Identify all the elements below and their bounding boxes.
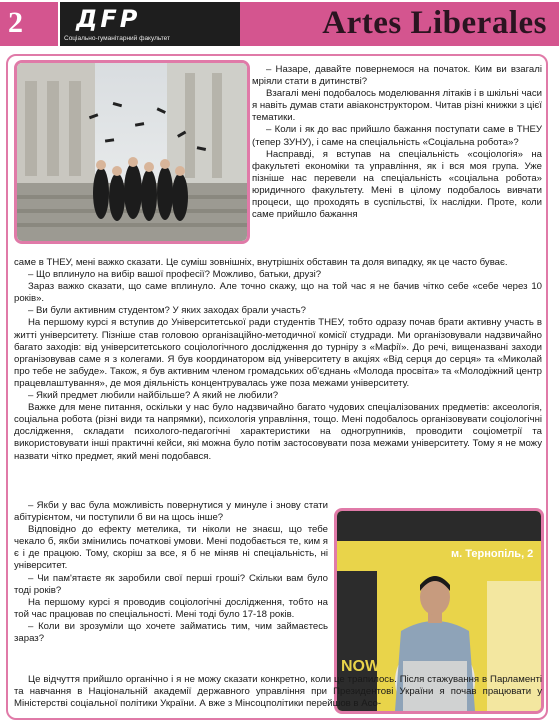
paragraph: Це відчуття прийшло органічно і я не можу сказати конкретно, коли це трапилось. Після стажування в Парламенті та навчання в Національній академії державного управління при Президентові України я почав працювати у Міністерстві соціальної політики України. А вже з Мінсоцполітики перейшов в Асо- (14, 674, 542, 710)
paragraph: – Назаре, давайте повернемося на початок. Ким ви взагалі мріяли стати в дитинстві? (252, 64, 542, 88)
faculty-logo (60, 2, 240, 46)
logo-subtitle: Соціально-гуманітарний факультет (64, 35, 171, 42)
svg-text:NOW: NOW (341, 658, 381, 675)
paragraph: Взагалі мені подобалось моделювання літаків і в шкільні часи я навіть думав стати авіаконструктором. Читав різні книжки з цієї тематики. (252, 88, 542, 124)
graduation-photo-image (17, 63, 247, 241)
paragraph: На першому курсі я вступив до Університетської ради студентів ТНЕУ, тобто одразу почав брати активну участь в житті університету. Пізніше став головою організаційно-методичної комісії студради. Ми організовували надзвичайно багато заходів: від університетського соціологічного дослідження до турніру з «Мафії». До речі, вищеназвані заходи організовував саме я з колегами. Я був координатором від університету в акціях «Від серця до серця» та «Миколай про тебе не забуде». Також, я був активним членом громадських об'єднань «Молода просвіта» та «Молодіжний центр працевлаштування», де моя діяльність концентрувалась уже поза межами університету. (14, 317, 542, 389)
paragraph: – Ви були активним студентом? У яких заходах брали участь? (28, 305, 306, 317)
paragraph: Відповідно до ефекту метелика, ти ніколи не знаєш, що тебе чекало б, якби змінились початкові умови. Мені подобається те, ким я є і де працюю. Тому, скоріш за все, я б не міняв ні спеціальність, ні університет. (14, 524, 328, 572)
paragraph: – Чи пам'ятаєте як заробили свої перші гроші? Скільки вам було тоді років? (14, 572, 328, 596)
paragraph: Важке для мене питання, оскільки у нас було надзвичайно багато чудових спеціалізованих предметів: аксеологія, соціальна робота (різні види та напрямки), психологія управління, тощо. Мені подобалось організовувати соціологічні дослідження, складати психолого-педагогічні характеристики на одногрупників, проводити соціометрії та використовувати інші практичні кейси, які можна було потім застосовувати поза межами університету. Тому я не можу назвати чітко предмет, який мені подобався. (14, 402, 542, 462)
photo-caption: м. Тернопіль, 2 (451, 548, 534, 560)
paragraph: – Коли і як до вас прийшло бажання поступати саме в ТНЕУ (тепер ЗУНУ), і саме на спеціальність «Соціальна робота»? (252, 124, 542, 148)
paragraph: – Що вплинуло на вибір вашої професії? Можливо, батьки, друзі? (28, 269, 322, 281)
paragraph: саме в ТНЕУ, мені важко сказати. Це суміш зовнішніх, внутрішніх обставин та доля випадку, як це часто буває. (14, 257, 508, 268)
page-number-box (0, 2, 58, 46)
paragraph: На першому курсі я проводив соціологічні дослідження, тобто на той час працював по спеціальності. Мені тоді було 17-18 років. (14, 596, 328, 620)
article-text-middle (14, 257, 542, 463)
article-text-top (252, 64, 542, 221)
graduation-photo (14, 60, 250, 244)
paragraph: – Коли ви зрозуміли що хочете займатись тим, чим займаєтесь зараз? (14, 620, 328, 645)
paragraph: – Який предмет любили найбільше? А який не любили? (28, 390, 279, 402)
article-text-left (14, 500, 328, 645)
section-title: Artes Liberales (322, 5, 547, 41)
page-number: 2 (8, 6, 23, 39)
header (0, 0, 559, 50)
paragraph: – Якби у вас була можливість повернутися у минуле і знову стати абітурієнтом, чи поступили б ви на щось інше? (14, 500, 328, 524)
paragraph: Насправді, я вступав на спеціальність «соціологія» на факультеті економіки та управління, як і вся моя група. Уже пізніше нас перевели на спеціальність «соціальна робота» юридичного факультету. Мені в цілому подобалось вивчати процеси, що проходять в суспільстві, їх наслідки. Проте, коли саме прийшло бажання (252, 148, 542, 221)
logo-text: ДFP (76, 5, 141, 33)
paragraph: Зараз важко сказати, що саме вплинуло. Але точно скажу, що на той час я не бачив чітко себе «себе через 10 років». (14, 281, 542, 305)
section-title-box (240, 2, 559, 46)
article-text-bottom (14, 674, 542, 710)
